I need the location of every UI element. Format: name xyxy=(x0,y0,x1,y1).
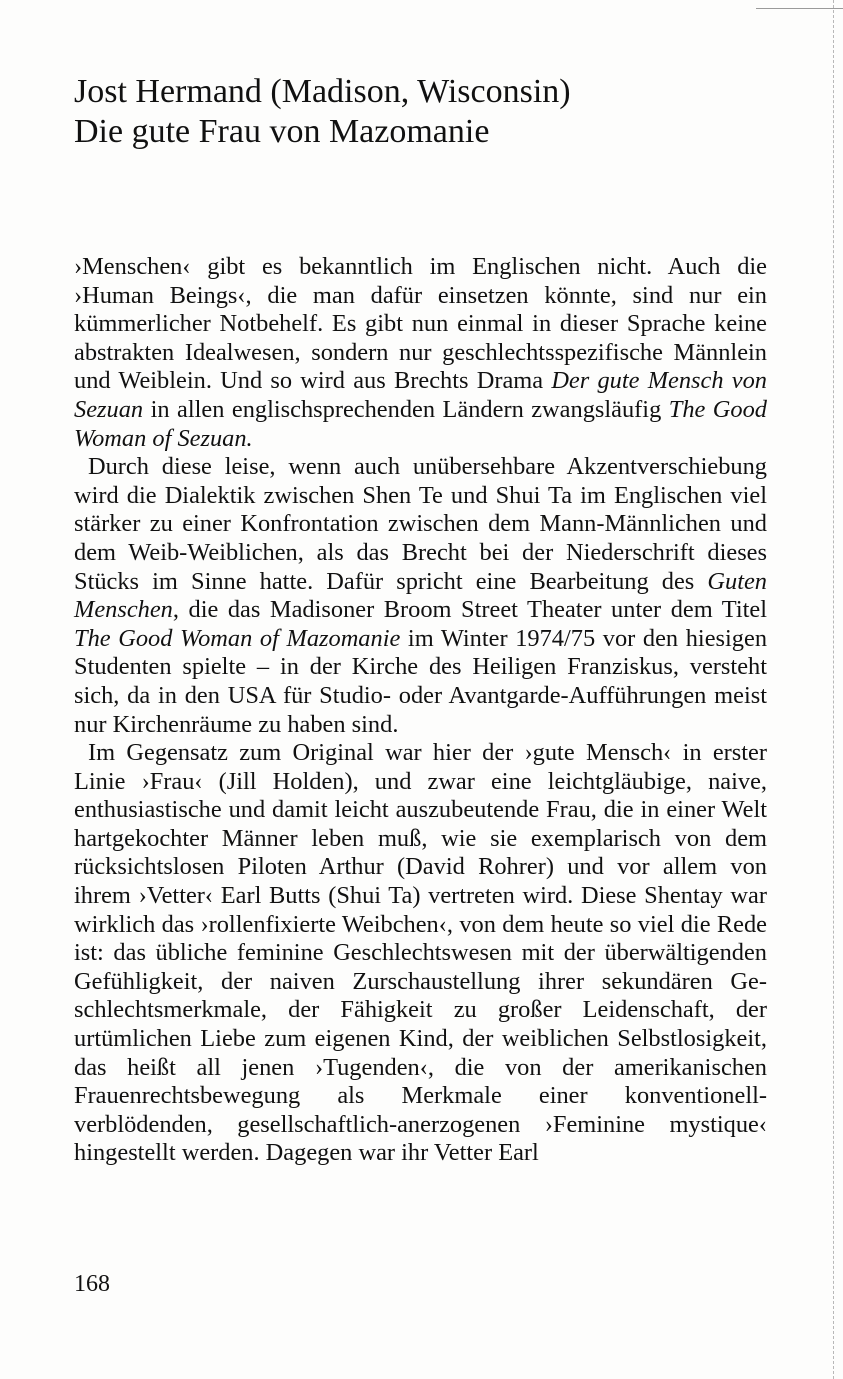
paragraph-2 xyxy=(74,453,767,739)
chapter-heading xyxy=(74,72,774,152)
top-edge-rule xyxy=(756,8,843,9)
work-title-italic: The Good Woman of Sezuan. xyxy=(74,395,767,452)
text-run: im Winter 1974/75 vor den hiesigen Studenten spielte – in der Kirche des Heiligen Franziskus, versteht sich, da in den USA für Studio- oder Avantgarde-Aufführungen meist nur Kirchenräume zu haben sind. xyxy=(74,624,768,738)
text-run: in allen englischsprechenden Ländern zwangsläufig xyxy=(143,395,669,423)
paragraph-3 xyxy=(74,739,767,1168)
paragraph-1 xyxy=(74,253,767,453)
work-title-italic: The Good Woman of Mazomanie xyxy=(74,624,401,652)
chapter-title: Die gute Frau von Mazomanie xyxy=(74,113,490,150)
body-text xyxy=(74,253,767,1168)
work-title-italic: Der gute Mensch von Sezuan xyxy=(74,367,767,423)
text-run: ›Menschen‹ gibt es bekanntlich im Englischen nicht. Auch die ›Human Beings‹, die man dafür einsetzen könnte, sind nur ein kümmerlicher Notbehelf. Es gibt nun einmal in dieser Sprache keine abstrakten Idealwesen, sondern nur geschlechtsspezifische Männlein und Weiblein. Und so wird aus Brechts Drama xyxy=(74,253,767,395)
page-edge-line xyxy=(833,0,834,1379)
work-title-italic: Guten Menschen xyxy=(74,567,767,624)
page-number: 168 xyxy=(74,1271,110,1297)
text-run: Im Gegensatz zum Original war hier der ›gute Mensch‹ in erster Linie ›Frau‹ (Jill Holden), und zwar eine leichtgläubige, naive, enthusiastische und damit leicht auszubeutende Frau, die in einer Welt hartgekochter Männer leben muß, wie sie exemplarisch von dem rücksichtslosen Piloten Arthur (David Rohrer) und vor allem von ihrem ›Vetter‹ Earl Butts (Shui Ta) vertreten wird. Diese Shentay war wirklich das ›rollenfixierte Weibchen‹, von dem heute so viel die Rede ist: das übliche feminine Geschlechtswesen mit der überwältigenden Gefühligkeit, der naiven Zurschaustellung ihrer sekundären Geschlechtsmerkmale, der Fähigkeit zu großer Leidenschaft, der urtümlichen Liebe zum eigenen Kind, der weiblichen Selbstlosigkeit, das heißt all jenen ›Tugenden‹, die von der amerikanischen Frauenrechtsbewegung als Merkmale einer konventionell-verblödenden, gesellschaftlich-anerzogenen ›Feminine mystique‹ hingestellt werden. Dagegen war ihr Vetter Earl xyxy=(74,739,767,1167)
author-line: Jost Hermand (Madison, Wisconsin) xyxy=(74,73,571,110)
text-run: Durch diese leise, wenn auch unübersehbare Akzentverschiebung wird die Dialektik zwischen Shen Te und Shui Ta im Englischen viel stärker zu einer Konfrontation zwischen dem Mann-Männlichen und dem Weib-Weiblichen, als das Brecht bei der Niederschrift dieses Stücks im Sinne hatte. Dafür spricht eine Bearbeitung des xyxy=(74,453,767,595)
text-run: , die das Madisoner Broom Street Theater unter dem Titel xyxy=(172,596,767,624)
